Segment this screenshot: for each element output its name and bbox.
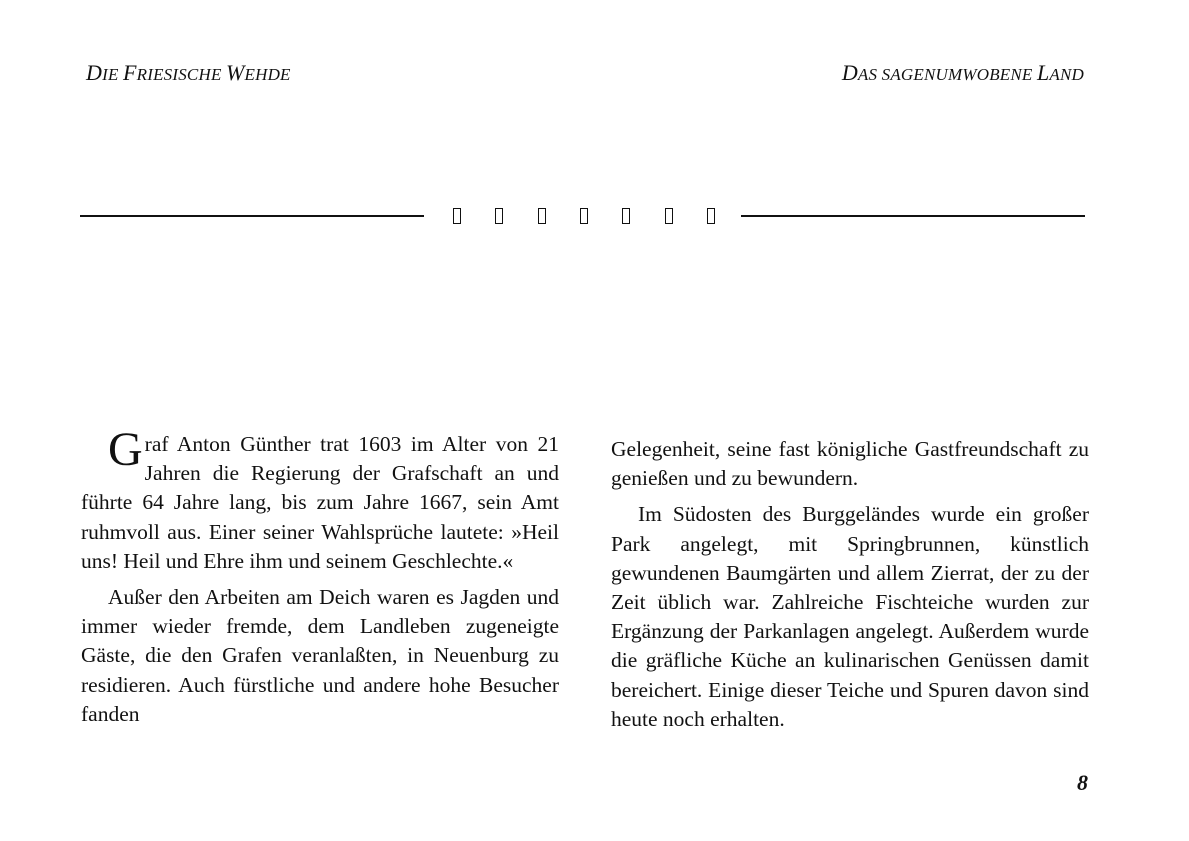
paragraph-1 xyxy=(81,423,559,576)
running-head-right-initial-l: L xyxy=(1036,60,1050,85)
ornament-glyph-box xyxy=(538,208,546,224)
running-head-left-part-ehde: EHDE xyxy=(244,65,291,84)
drop-cap: G xyxy=(108,423,143,476)
ornament-glyph-box xyxy=(495,208,503,224)
ornament-glyph-box xyxy=(622,208,630,224)
paragraph-4: Im Südosten des Burggeländes wurde ein großer Park angelegt, mit Springbrunnen, künstlich gewundenen Baumgärten und allem Zierrat, der zu der Zeit üblich war. Zahlreiche Fischteiche wurden zur Ergänzung der Parkanlagen angelegt. Außerdem wurde die gräfliche Küche an kulinarischen Genüssen damit bereichert. Einige dieser Teiche und Spuren davon sind heute noch erhalten. xyxy=(611,502,1089,731)
divider-rule-left xyxy=(80,215,424,217)
divider-rule-right xyxy=(741,215,1085,217)
ornament-glyph-box xyxy=(453,208,461,224)
running-head-left-part-ie: IE xyxy=(102,65,123,84)
paragraph-2: Außer den Arbeiten am Deich waren es Jagden und immer wieder fremde, dem Landleben zugeneigte Gäste, die den Grafen veranlaßten, in Neuenburg zu residieren. Auch fürstliche und andere hohe Besucher fanden xyxy=(81,585,559,726)
ornament-glyph-box xyxy=(665,208,673,224)
text-column-right xyxy=(611,435,1089,741)
running-head-left-part-riesische: RIESISCHE xyxy=(136,65,226,84)
running-head-right xyxy=(842,60,1084,86)
ornament-glyph-boxes xyxy=(453,205,723,229)
running-head-left-initial-f: F xyxy=(123,60,137,85)
paragraph-1-text: raf Anton Günther trat 1603 im Alter von 21 Jahren die Regierung der Grafschaft an und führte 64 Jahre lang, bis zum Jahre 1667, sein Amt ruhmvoll aus. Einer seiner Wahlsprüche lautete: »Heil uns! Heil und Ehre ihm und seinem Geschlechte.« xyxy=(81,432,559,573)
running-head-right-initial-d: D xyxy=(841,60,858,85)
running-head-left xyxy=(86,60,291,86)
running-head-right-part-and: AND xyxy=(1049,65,1084,84)
page-number: 8 xyxy=(1077,770,1088,795)
running-head-right-part-as: AS SAGENUMWOBENE xyxy=(857,65,1037,84)
running-head-left-initial-d: D xyxy=(86,60,103,85)
running-head-left-initial-w: W xyxy=(225,60,245,85)
ornament-glyph-box xyxy=(580,208,588,224)
ornament-glyph-box xyxy=(707,208,715,224)
ornament-divider xyxy=(80,203,1085,231)
text-column-left xyxy=(81,423,559,736)
paragraph-3: Gelegenheit, seine fast königliche Gastfreundschaft zu genießen und zu bewundern. xyxy=(611,437,1089,491)
